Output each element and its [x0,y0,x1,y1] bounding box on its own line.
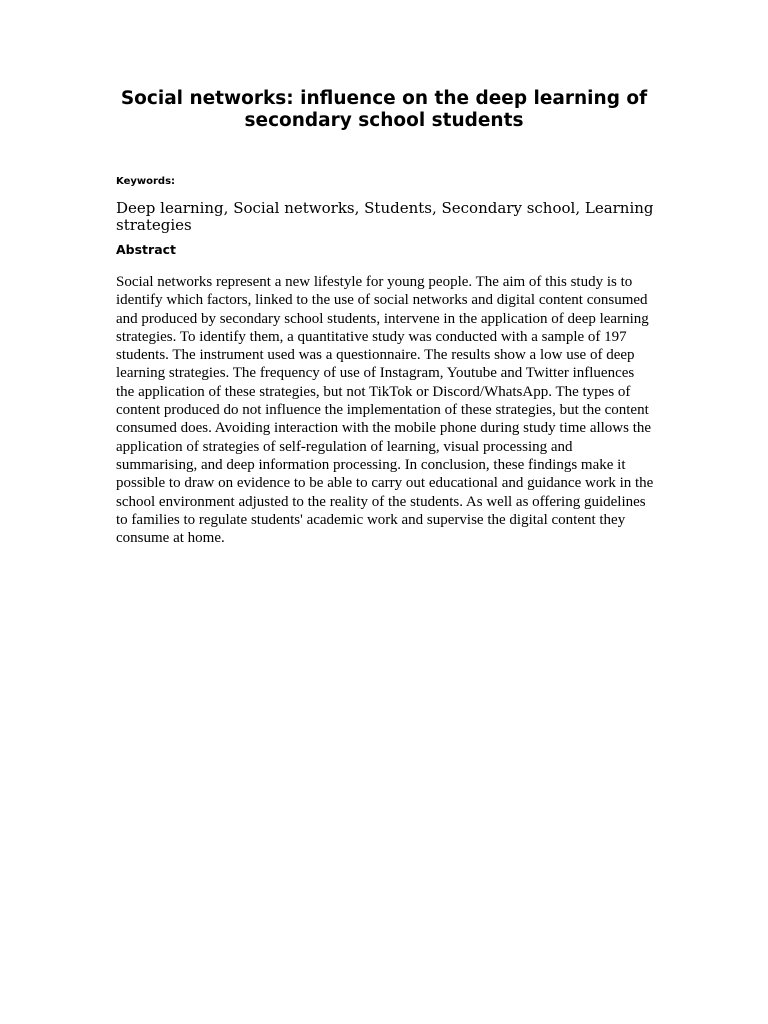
keywords-label: Keywords: [116,176,176,187]
paper-title: Social networks: influence on the deep learning of secondary school students [120,88,648,131]
abstract-label: Abstract [116,242,177,257]
keywords-text: Deep learning, Social networks, Students, Secondary school, Learning strategies [116,199,654,234]
abstract-text: Social networks represent a new lifestyle for young people. The aim of this study is to identify which factors, linked to the use of social networks and digital content consumed and produced by secondary school students, intervene in the application of deep learning strategies. To identify them, a quantitative study was conducted with a sample of 197 students. The instrument used was a questionnaire. The results show a low use of deep learning strategies. The frequency of use of Instagram, Youtube and Twitter influences the application of these strategies, but not TikTok or Discord/WhatsApp. The types of content produced do not influence the implementation of these strategies, but the content consumed does. Avoiding interaction with the mobile phone during study time allows the application of strategies of self-regulation of learning, visual processing and summarising, and deep information processing. In conclusion, these findings make it possible to draw on evidence to be able to carry out educational and guidance work in the school environment adjusted to the reality of the students. As well as offering guidelines to families to regulate students' academic work and supervise the digital content they consume at home. [116,274,654,547]
